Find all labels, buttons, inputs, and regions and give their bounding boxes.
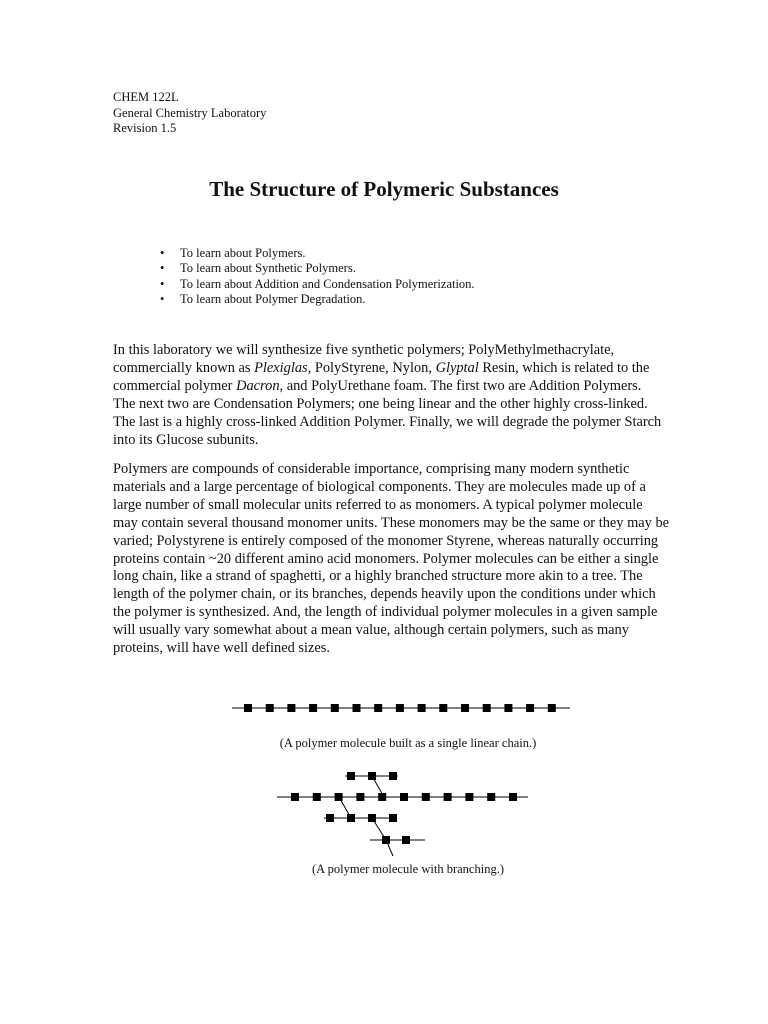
glyptal-term: Glyptal [435, 359, 479, 376]
monomer-unit [400, 793, 408, 801]
monomer-unit [396, 704, 404, 712]
linear-chain-caption: (A polymer molecule built as a single linear chain.) [279, 736, 537, 750]
monomer-unit [335, 793, 343, 801]
monomer-unit [402, 836, 410, 844]
monomer-unit [378, 793, 386, 801]
branch-link [372, 818, 386, 840]
objectives-list [160, 246, 475, 307]
monomer-unit [422, 793, 430, 801]
monomer-unit [444, 793, 452, 801]
bullet-icon: • [160, 291, 165, 306]
polymers-paragraph: Polymers are compounds of considerable importance, comprising many modern synthetic materials and a large percentage of biological components. They are molecules made up of a large number of small molecular units referred to as monomers. A typical polymer molecule may contain several thousand monomer units. These monomers may be the same or they may be varied; Polystyrene is entirely composed of the monomer Styrene, whereas naturally occurring proteins contain ~20 different amino acid monomers. Polymer molecules can be either a single long chain, like a strand of spaghetti, or a highly branched structure more akin to a tree. The length of the polymer chain, or its branches, depends heavily upon the conditions under which the polymer is synthesized. And, the length of individual polymer molecules in a given sample will usually vary somewhat about a mean value, although certain polymers, such as many proteins, will have well defined sizes. [113, 461, 670, 657]
branched-chain-caption: (A polymer molecule with branching.) [312, 862, 504, 876]
monomer-unit [244, 704, 252, 712]
monomer-unit [483, 704, 491, 712]
monomer-unit [487, 793, 495, 801]
monomer-unit [313, 793, 321, 801]
monomer-unit [326, 814, 334, 822]
objective-item: • To learn about Polymers. [160, 246, 306, 260]
monomer-unit [309, 704, 317, 712]
branch-link [372, 776, 384, 797]
monomer-unit [356, 793, 364, 801]
document-header [113, 90, 266, 137]
branch-link [339, 797, 351, 818]
course-code: CHEM 122L [113, 90, 179, 104]
branched-polymer-diagram [277, 772, 528, 856]
monomer-unit [353, 704, 361, 712]
monomer-unit [509, 793, 517, 801]
monomer-unit [461, 704, 469, 712]
revision-label: Revision 1.5 [113, 121, 177, 135]
monomer-unit [439, 704, 447, 712]
plexiglas-term: Plexiglas [254, 359, 308, 376]
branch-link [386, 840, 393, 856]
bullet-icon: • [160, 261, 165, 276]
monomer-unit [347, 814, 355, 822]
objective-item: • To learn about Addition and Condensation Polymerization. [160, 276, 475, 291]
bullet-icon: • [160, 276, 165, 291]
monomer-unit [291, 793, 299, 801]
monomer-unit [389, 772, 397, 780]
monomer-unit [382, 836, 390, 844]
monomer-unit [368, 814, 376, 822]
intro-paragraph: In this laboratory we will synthesize five synthetic polymers; PolyMethylmethacrylate, commercially known as Plexiglas, PolyStyrene, Nylon, Glyptal Resin, which is related to the commercial polymer Dacron, and PolyUrethane foam. The first two are Addition Polymers. The next two are Condensation Polymers; one being linear and the other highly cross-linked. The last is a highly cross-linked Addition Polymer. Finally, we will degrade the polymer Starch into its Glucose subunits. [113, 342, 662, 448]
monomer-unit [368, 772, 376, 780]
lab-name: General Chemistry Laboratory [113, 105, 267, 120]
objective-item: • To learn about Polymer Degradation. [160, 291, 366, 306]
monomer-unit [331, 704, 339, 712]
dacron-term: Dacron [236, 377, 280, 394]
page-title: The Structure of Polymeric Substances [209, 177, 559, 201]
monomer-unit [465, 793, 473, 801]
objective-item: • To learn about Synthetic Polymers. [160, 261, 356, 276]
monomer-unit [418, 704, 426, 712]
monomer-unit [548, 704, 556, 712]
monomer-unit [287, 704, 295, 712]
monomer-unit [389, 814, 397, 822]
monomer-unit [266, 704, 274, 712]
bullet-icon: • [160, 246, 165, 260]
linear-polymer-diagram [232, 704, 570, 712]
monomer-unit [374, 704, 382, 712]
monomer-unit [504, 704, 512, 712]
monomer-unit [526, 704, 534, 712]
monomer-unit [347, 772, 355, 780]
